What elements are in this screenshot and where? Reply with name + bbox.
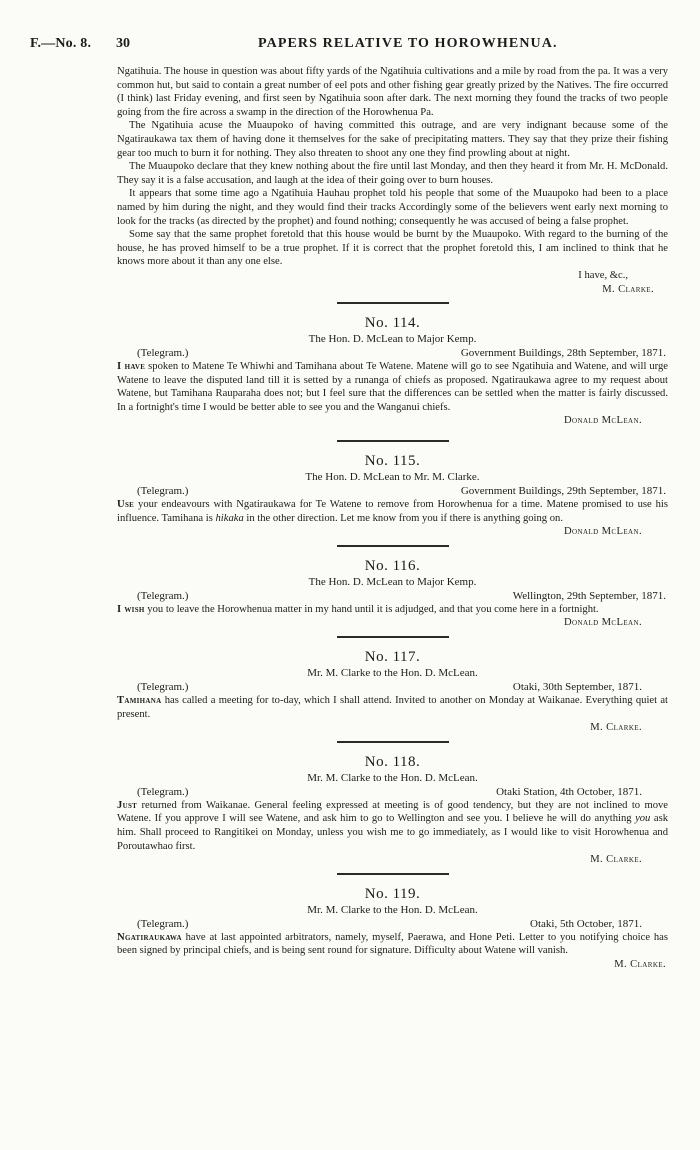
letter-118: [117, 753, 668, 867]
signature: M. Clarke.: [590, 722, 642, 734]
page-body: [117, 65, 668, 972]
lead-words: Use: [117, 499, 135, 511]
place-date: Otaki, 30th September, 1871.: [512, 681, 642, 694]
letter-body: I wish you to leave the Horowhenua matter in my hand until it is adjudged, and that you come here in a fortnight.: [117, 603, 599, 615]
letter-type: (Telegram.): [137, 681, 189, 694]
letter-119: [117, 885, 668, 972]
place-date: Government Buildings, 29th September, 1871.: [460, 485, 666, 498]
divider-rule: [337, 302, 449, 304]
signature: M. Clarke.: [590, 854, 642, 866]
letter-117: [117, 648, 668, 735]
letter-body: Just returned from Waikanae. General feeling expressed at meeting is of good tendency, but they are not inclined to move Watene. If you approve I will see Watene, and ask him to go to Wellington and see you. I believe he will do anything you ask him. Shall proceed to Rangitikei on Monday, unless you wish me to go immediately, as I would like to visit Horowhenua and Poroutawhao first.: [117, 799, 668, 852]
divider-rule: [337, 741, 449, 743]
place-date: Wellington, 29th September, 1871.: [512, 589, 666, 602]
divider-rule: [337, 545, 449, 547]
signature: M. Clarke.: [614, 958, 666, 970]
document-reference: F.—No. 8.: [30, 36, 92, 51]
signature: Donald McLean.: [564, 415, 642, 427]
letter-number: No. 114.: [364, 315, 421, 332]
lead-words: Ngatiraukawa: [117, 931, 182, 943]
letter-body: I have spoken to Matene Te Whiwhi and Tamihana about Te Watene. Matene will go to see Ngatihuia and Watene, and will urge Watene to leave the disputed land till it is setted by a runanga of chiefs as proposed. Ngatiraukawa agree to my request about Watene, but Tamihana Rauparaha does not; but I feel sure that the differences can be settled when the matter is fairly discussed. In a fortnight's time I would be better able to see you and the Wanganui chiefs.: [117, 361, 668, 413]
letter-meta: [117, 346, 668, 360]
lead-words: Just: [117, 799, 138, 811]
letter-body: Tamihana has called a meeting for to-day, which I shall attend. Invited to another on Monday at Waikanae. Everything quiet at present.: [117, 695, 668, 720]
place-date: Otaki, 5th October, 1871.: [530, 917, 642, 930]
letter-115: [117, 452, 668, 539]
page-number: 30: [116, 36, 130, 51]
letter-meta: [117, 785, 668, 799]
letter-meta: [117, 589, 668, 603]
divider-rule: [337, 636, 449, 638]
letter-number: No. 119.: [364, 885, 421, 902]
lead-words: Tamihana: [117, 695, 162, 707]
lead-words: I have: [117, 361, 146, 373]
letter-meta: [117, 680, 668, 694]
lead-words: I wish: [117, 603, 145, 615]
letter-number: No. 117.: [364, 649, 421, 666]
letter-116: [117, 557, 668, 630]
letter-meta: [117, 917, 668, 931]
letter-type: (Telegram.): [137, 917, 189, 930]
letter-number: No. 116.: [364, 557, 421, 574]
letter-type: (Telegram.): [137, 347, 189, 360]
letter-route: Mr. M. Clarke to the Hon. D. McLean.: [307, 771, 478, 784]
running-title: PAPERS RELATIVE TO HOROWHENUA.: [258, 36, 558, 51]
paragraph: Some say that the same prophet foretold that this house would be burnt by the Muaupoko. With regard to the burning of the house, he has proved himself to be a true prophet. If it is correct that the prophet foretold this, I am inclined to think that he knows more about it than any one else.: [117, 229, 668, 268]
closing: I have, &c.,: [578, 269, 628, 281]
paragraph: The Ngatihuia acuse the Muaupoko of having committed this outrage, and are very indignant because some of the Ngatiraukawa tax them of having done it themselves for the sake of precipitating matters. They say that they prize their fishing gear too much to burn it for nothing. They also threaten to shoot any one they find prowling about at night.: [117, 120, 668, 159]
italic-word: hikaka: [215, 512, 244, 524]
letter-type: (Telegram.): [137, 589, 189, 602]
letter-type: (Telegram.): [137, 785, 189, 798]
letter-route: Mr. M. Clarke to the Hon. D. McLean.: [307, 667, 478, 680]
divider-rule: [337, 440, 449, 442]
paragraph: It appears that some time ago a Ngatihuia Hauhau prophet told his people that some of the Muaupoko had been to a place named by him during the night, and they would find their tracks Accordingly some of the believers went early next morning to look for the tracks (as directed by the prophet) and found nothing; consequently he was accused of being a false prophet.: [117, 188, 668, 227]
paragraph: Ngatihuia. The house in question was about fifty yards of the Ngatihuia cultivations and a mile by road from the pa. It was a very common hut, but said to contain a great number of eel pots and other fishing gear greatly prized by the Natives. The fire occurred (I think) last Friday evening, and first seen by Ngatihuia soon after dark. The next morning they found the tracks of two people going from the fire across a swamp in the direction of the Horowhenua Pa.: [117, 66, 668, 118]
letter-number: No. 118.: [364, 753, 421, 770]
letter-113-continuation: [117, 65, 668, 296]
place-date: Otaki Station, 4th October, 1871.: [496, 785, 642, 798]
divider-rule: [337, 873, 449, 875]
letter-body: Use your endeavours with Ngatiraukawa for Te Watene to remove from Horowhenua for a time. Matene promised to use his influence. Tamihana is hikaka in the other direction. Let me know from you if there is anything going on.: [117, 499, 668, 524]
letter-type: (Telegram.): [137, 485, 189, 498]
letter-route: The Hon. D. McLean to Major Kemp.: [308, 575, 477, 588]
italic-word: you: [635, 813, 651, 825]
letter-meta: [117, 484, 668, 498]
paragraph: The Muaupoko declare that they knew nothing about the fire until last Monday, and then they heard it from Mr. H. McDonald. They say it is a false accusation, and laugh at the idea of their going over to burn houses.: [117, 161, 668, 186]
letter-route: The Hon. D. McLean to Mr. M. Clarke.: [305, 471, 480, 484]
signature: Donald McLean.: [564, 526, 642, 538]
place-date: Government Buildings, 28th September, 1871.: [460, 347, 666, 360]
letter-route: Mr. M. Clarke to the Hon. D. McLean.: [307, 903, 478, 916]
signature: Donald McLean.: [564, 617, 642, 629]
letter-body: Ngatiraukawa have at last appointed arbitrators, namely, myself, Paerawa, and Hone Peti. Letter to you notifying choice has been signed by principal chiefs, and is being sent round for signature. Difficulty about Watene will vanish.: [117, 931, 668, 957]
letter-route: The Hon. D. McLean to Major Kemp.: [308, 333, 477, 346]
letter-number: No. 115.: [364, 453, 421, 470]
letter-114: [117, 314, 668, 428]
page-header: [30, 36, 670, 56]
signature: M. Clarke.: [602, 283, 654, 295]
